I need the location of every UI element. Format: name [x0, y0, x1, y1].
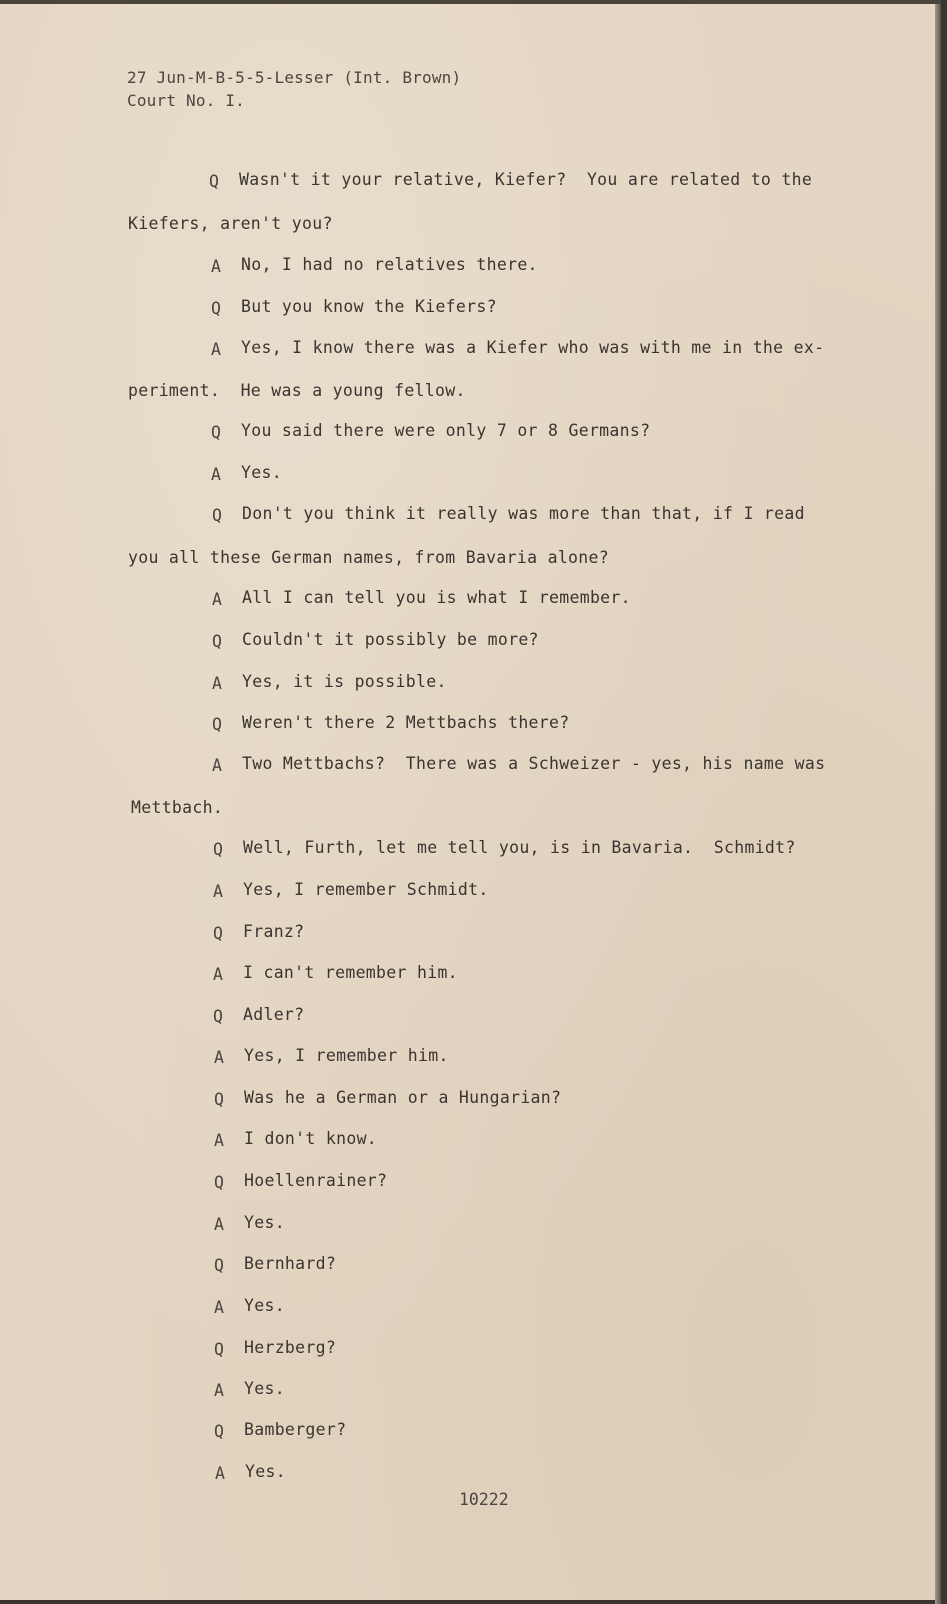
transcript-line: I can't remember him.	[243, 963, 458, 982]
transcript-line: Yes, I know there was a Kiefer who was with me in the ex-	[241, 338, 825, 357]
transcript-line: Yes.	[244, 1379, 285, 1398]
speaker-label: Q	[209, 172, 219, 191]
speaker-label: A	[215, 1464, 225, 1483]
speaker-label: A	[214, 1048, 224, 1067]
speaker-label: A	[212, 674, 222, 693]
speaker-label: A	[211, 340, 221, 359]
speaker-label: A	[211, 465, 221, 484]
speaker-label: A	[213, 965, 223, 984]
speaker-label: Q	[213, 1007, 223, 1026]
transcript-line: Franz?	[243, 922, 305, 941]
transcript-continuation: Kiefers, aren't you?	[128, 214, 333, 233]
transcript-line: Bernhard?	[244, 1254, 337, 1273]
transcript-line: Well, Furth, let me tell you, is in Bavaria. Schmidt?	[243, 838, 796, 857]
speaker-label: Q	[211, 299, 221, 318]
transcript-line: Yes, I remember Schmidt.	[243, 880, 489, 899]
transcript-line: Yes, it is possible.	[242, 672, 447, 691]
transcript-line: Yes.	[245, 1462, 286, 1481]
transcript-continuation: Mettbach.	[131, 798, 224, 817]
speaker-label: Q	[214, 1090, 224, 1109]
speaker-label: Q	[211, 423, 221, 442]
transcript-line: Weren't there 2 Mettbachs there?	[242, 713, 570, 732]
page-number: 10222	[459, 1490, 509, 1509]
speaker-label: A	[214, 1298, 224, 1317]
transcript-line: But you know the Kiefers?	[241, 297, 497, 316]
transcript-line: Bamberger?	[244, 1420, 347, 1439]
transcript-line: Don't you think it really was more than that, if I read	[242, 504, 805, 523]
speaker-label: Q	[214, 1422, 224, 1441]
speaker-label: Q	[212, 715, 222, 734]
speaker-label: A	[214, 1381, 224, 1400]
transcript-line: You said there were only 7 or 8 Germans?	[241, 421, 651, 440]
transcript-line: Two Mettbachs? There was a Schweizer - yes, his name was	[242, 754, 826, 773]
speaker-label: A	[214, 1215, 224, 1234]
speaker-label: A	[212, 590, 222, 609]
speaker-label: A	[213, 882, 223, 901]
document-header	[127, 66, 461, 112]
transcript-line: Yes, I remember him.	[244, 1046, 449, 1065]
speaker-label: Q	[212, 506, 222, 525]
transcript-line: Adler?	[243, 1005, 305, 1024]
transcript-line: Yes.	[241, 463, 282, 482]
speaker-label: A	[211, 257, 221, 276]
transcript-line: No, I had no relatives there.	[241, 255, 538, 274]
header-court-line: Court No. I.	[127, 91, 245, 110]
transcript-line: Yes.	[244, 1213, 285, 1232]
speaker-label: Q	[214, 1256, 224, 1275]
transcript-line: Was he a German or a Hungarian?	[244, 1088, 562, 1107]
transcript-line: I don't know.	[244, 1129, 378, 1148]
transcript-continuation: you all these German names, from Bavaria alone?	[128, 548, 609, 567]
speaker-label: Q	[214, 1340, 224, 1359]
speaker-label: Q	[212, 632, 222, 651]
transcript-line: Herzberg?	[244, 1338, 337, 1357]
header-case-line: 27 Jun-M-B-5-5-Lesser (Int. Brown)	[127, 68, 462, 87]
page-edge-shadow	[935, 4, 941, 1604]
transcript-line: Couldn't it possibly be more?	[242, 630, 539, 649]
speaker-label: A	[212, 756, 222, 775]
speaker-label: Q	[214, 1173, 224, 1192]
transcript-line: All I can tell you is what I remember.	[242, 588, 631, 607]
speaker-label: A	[214, 1131, 224, 1150]
transcript-line: Hoellenrainer?	[244, 1171, 388, 1190]
speaker-label: Q	[213, 924, 223, 943]
transcript-continuation: periment. He was a young fellow.	[128, 381, 466, 400]
transcript-line: Wasn't it your relative, Kiefer? You are related to the	[239, 170, 813, 189]
speaker-label: Q	[213, 840, 223, 859]
transcript-line: Yes.	[244, 1296, 285, 1315]
